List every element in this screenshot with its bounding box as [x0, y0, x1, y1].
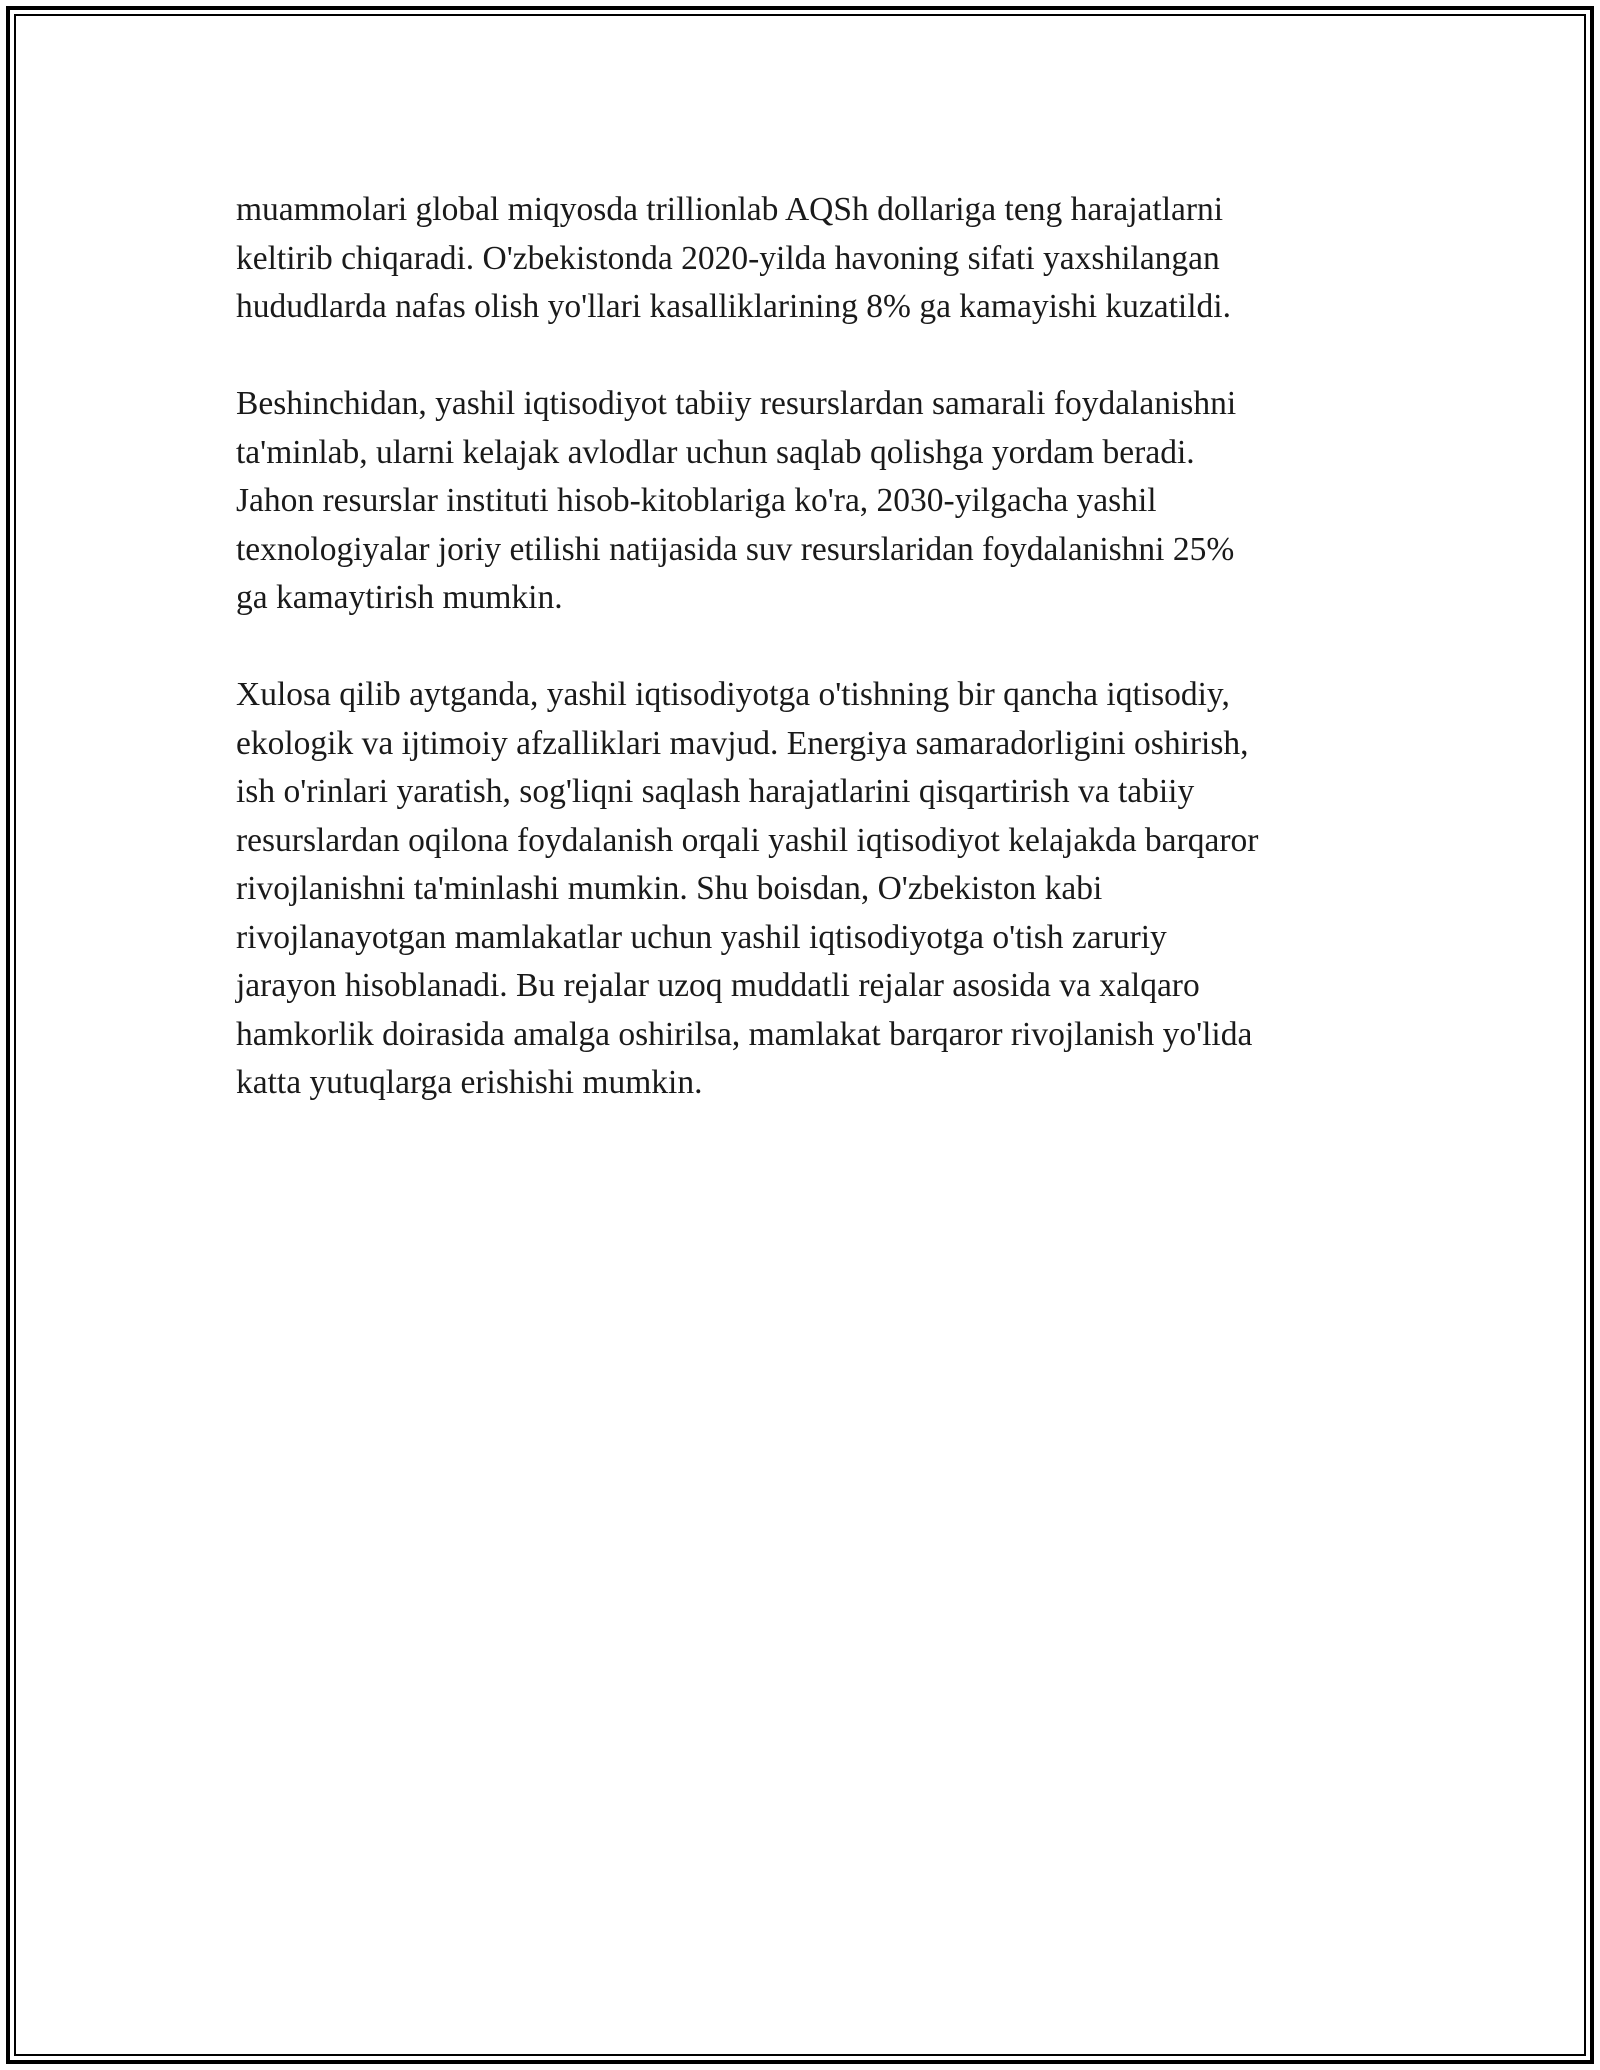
document-body	[236, 186, 1376, 1156]
paragraph-conclusion	[236, 671, 1376, 1108]
text-line: hududlarda nafas olish yo'llari kasalliklarining 8% ga kamayishi kuzatildi.	[236, 288, 1231, 325]
text-line: Jahon resurslar instituti hisob-kitoblariga ko'ra, 2030-yilgacha yashil	[236, 482, 1157, 519]
text-line: rivojlanishni ta'minlashi mumkin. Shu boisdan, O'zbekiston kabi	[236, 870, 1103, 907]
paragraph-resources	[236, 380, 1376, 623]
text-line: Beshinchidan, yashil iqtisodiyot tabiiy resurslardan samarali foydalanishni	[236, 385, 1237, 422]
text-line: hamkorlik doirasida amalga oshirilsa, mamlakat barqaror rivojlanish yo'lida	[236, 1015, 1253, 1053]
paragraph-health-costs	[236, 186, 1376, 332]
text-line: ish o'rinlari yaratish, sog'liqni saqlash harajatlarini qisqartirish va tabiiy	[236, 773, 1195, 810]
text-line: ekologik va ijtimoiy afzalliklari mavjud. Energiya samaradorligini oshirish,	[236, 724, 1249, 762]
text-line: muammolari global miqyosda trillionlab AQSh dollariga teng harajatlarni	[236, 191, 1224, 228]
text-line: rivojlanayotgan mamlakatlar uchun yashil iqtisodiyotga o'tish zaruriy	[236, 918, 1167, 956]
text-line: Xulosa qilib aytganda, yashil iqtisodiyotga o'tishning bir qancha iqtisodiy,	[236, 676, 1230, 713]
text-line: ga kamaytirish mumkin.	[236, 579, 563, 616]
text-line: katta yutuqlarga erishishi mumkin.	[236, 1064, 703, 1101]
text-line: resurslardan oqilona foydalanish orqali yashil iqtisodiyot kelajakda barqaror	[236, 821, 1259, 859]
text-line: keltirib chiqaradi. O'zbekistonda 2020-yilda havoning sifati yaxshilangan	[236, 239, 1220, 277]
text-line: ta'minlab, ularni kelajak avlodlar uchun saqlab qolishga yordam beradi.	[236, 433, 1195, 471]
text-line: jarayon hisoblanadi. Bu rejalar uzoq muddatli rejalar asosida va xalqaro	[236, 967, 1200, 1004]
text-line: texnologiyalar joriy etilishi natijasida suv resurslaridan foydalanishni 25%	[236, 530, 1235, 568]
